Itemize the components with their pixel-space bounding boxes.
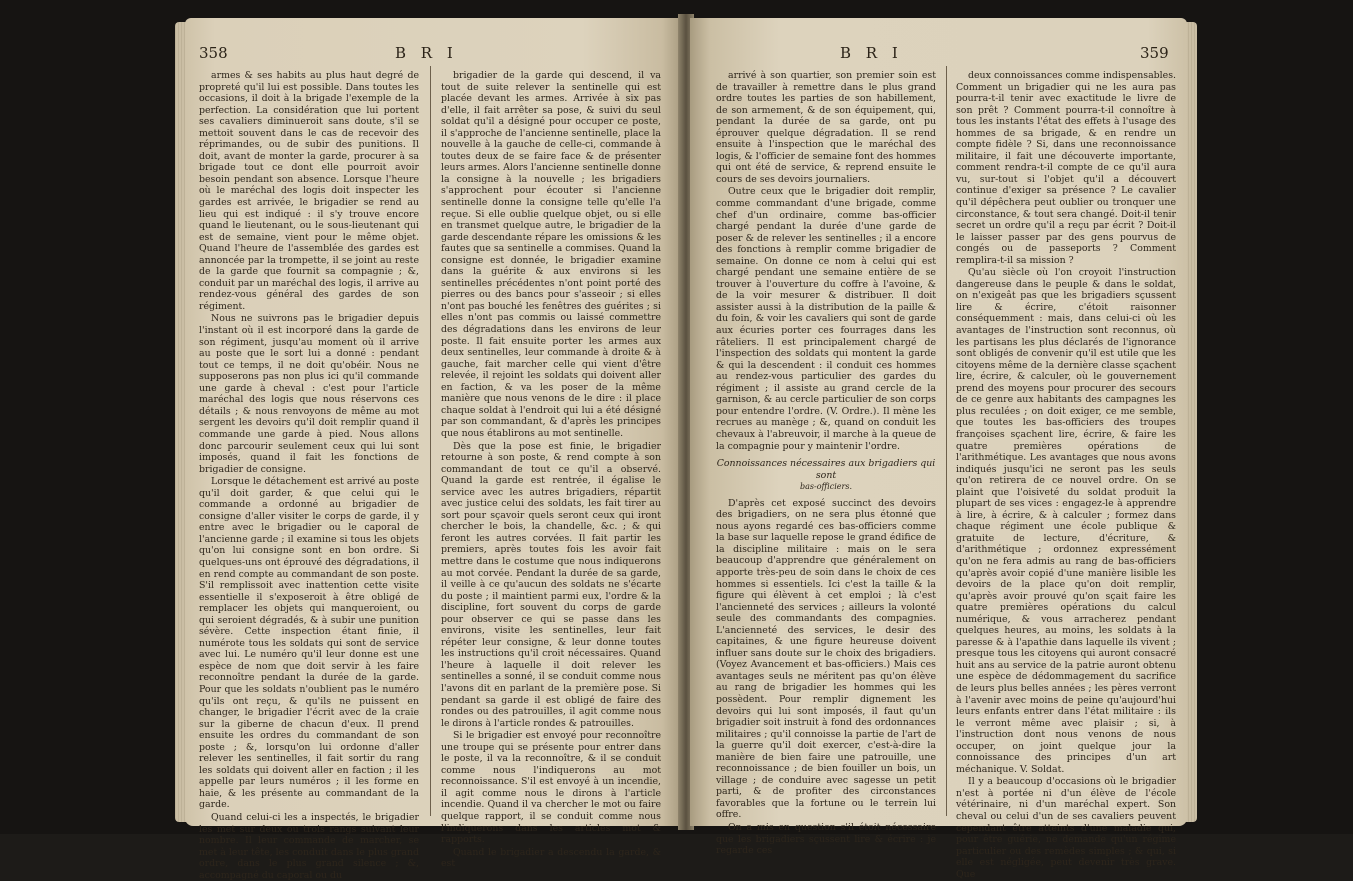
column-rule	[946, 66, 947, 816]
left-column-1	[199, 70, 419, 881]
paragraph: D'après cet exposé succinct des devoirs des brigadiers, on ne sera plus étonné que nous ayons regardé ces bas-officiers comme la base sur laquelle repose le grand édifice de la discipline militaire : mais on le sera beaucoup d'apprendre que généralement on apporte très-peu de soin dans le choix de ces hommes si essentiels. Ici c'est la taille & la figure qui élèvent à cet emploi ; là c'est l'ancienneté des services ; ailleurs la volonté seule des commandants des compagnies. L'ancienneté des services, le desir des capitaines, & une figure heureuse doivent influer sans doute sur le choix des brigadiers. (Voyez Avancement et bas-officiers.) Mais ces avantages seuls ne méritent pas qu'on élève au rang de brigadier les hommes qui les possèdent. Pour remplir dignement les devoirs qui lui sont imposés, il faut qu'un brigadier soit instruit à fond des ordonnances militaires ; qu'il connoisse la partie de l'art de la guerre qu'il doit exercer, c'est-à-dire la manière de bien faire une patrouille, une reconnoissance ; de bien fouiller un bois, un village ; de conduire avec sagesse un petit parti, & de profiter des circonstances favorables que la fortune ou le terrein lui offre.	[716, 497, 936, 821]
left-page-number: 358	[199, 44, 228, 62]
right-page	[690, 18, 1187, 880]
paragraph: arrivé à son quartier, son premier soin est de travailler à remettre dans le plus grand ordre toutes les parties de son habillement, de son armement, & de son équipement, qui, pendant la durée de sa garde, ont pu éprouver quelque dégradation. Il se rend ensuite à l'inspection que le maréchal des logis, & l'officier de semaine font des hommes qui ont été de service, & reprend ensuite le cours de ses devoirs journaliers.	[716, 70, 936, 185]
subheading-small: bas-officiers.	[800, 482, 852, 492]
paragraph: Si le brigadier est envoyé pour reconnoître une troupe qui se présente pour entrer dans le poste, il va la reconnoître, & il se conduit comme nous l'indiquerons au mot reconnoissance. S'il est envoyé à un incendie, il agit comme nous le dirons à l'article incendie. Quand il va chercher le mot ou faire quelque rapport, il se conduit comme nous l'indiquerons dans les articles mot & rapports.	[441, 730, 661, 846]
paragraph: armes & ses habits au plus haut degré de propreté qu'il lui est possible. Dans toutes les occasions, il doit à la brigade l'exemple de la perfection. La considération que lui portent ses cavaliers diminueroit sans doute, s'il se mettoit souvent dans le cas de recevoir des réprimandes, ou de subir des punitions. Il doit, avant de monter la garde, procurer à sa brigade tout ce dont elle pourroit avoir besoin pendant son absence. Lorsque l'heure où le maréchal des logis doit inspecter les gardes est arrivée, le brigadier se rend au lieu qui est indiqué : il s'y trouve encore quand le lieutenant, ou le sous-lieutenant qui est de semaine, vient pour le même objet. Quand l'heure de l'assemblée des gardes est annoncée par la trompette, il se joint au reste de la garde que fournit sa compagnie ; &, conduit par un maréchal des logis, il arrive au rendez-vous général des gardes de son régiment.	[199, 70, 419, 312]
left-page	[185, 18, 682, 881]
subheading-text: Connoissances nécessaires aux brigadiers qui sont	[716, 458, 936, 481]
section-subheading	[716, 458, 936, 493]
left-column-2	[441, 70, 661, 870]
right-running-header: B R I	[840, 44, 903, 62]
paragraph: Qu'au siècle où l'on croyoit l'instruction dangereuse dans le peuple & dans le soldat, on n'exigeât pas que les brigadiers sçussent lire & écrire, c'étoit raisonner conséquemment : mais, dans celui-ci où les avantages de l'instruction sont reconnus, où les partisans les plus déclarés de l'ignorance sont obligés de convenir qu'il est utile que les citoyens même de la dernière classe sçachent lire, écrire, & calculer, où le gouvernement prend des moyens pour procurer des secours de ce genre aux habitants des campagnes les plus reculées ; on doit exiger, ce me semble, que toutes les bas-officiers des troupes françoises sçachent lire, écrire, & faire les quatre premières opérations de l'arithmétique. Les avantages que nous avons indiqués jusqu'ici ne seront pas les seuls qu'on retirera de ce nouvel ordre. On se plaint que l'oisiveté du soldat produit la plupart de ses vices : engagez-le à apprendre à lire, à écrire, & à calculer ; formez dans chaque régiment une école publique & gratuite de lecture, d'écriture, & d'arithmétique ; ordonnez expressément qu'on ne fera admis au rang de bas-officiers qu'après avoir copié d'une manière lisible les devoirs de la place qu'on doit remplir, qu'après avoir prouvé qu'on sçait faire les quatre premières opérations du calcul numérique, & vous arracherez pendant quelques heures, au moins, les soldats à la paresse & à l'apathie dans laquelle ils vivent ; presque tous les citoyens qui auront consacré huit ans au service de la patrie auront obtenu une espèce de dédommagement du sacrifice de leurs plus belles années ; les pères verront à l'avenir avec moins de peine qu'aujourd'hui leurs enfants entrer dans l'état militaire : ils le verront même avec plaisir ; si, à l'instruction dont nous venons de nous occuper, on joint quelque jour la connoissance des principes d'un art méchanique. V. Soldat.	[956, 267, 1176, 775]
right-column-1	[716, 70, 936, 857]
paragraph: Il y a beaucoup d'occasions où le brigadier n'est à portée ni d'un élève de l'école vétérinaire, ni d'un maréchal expert. Son cheval ou celui d'un de ses cavaliers peuvent cependant être atteints d'une maladie qui, pour être guérie, ne demande qu'un régime particulier ou des remèdes simples ; & qui, si elle est négligée, peut devenir très grave. Que	[956, 776, 1176, 880]
paragraph: Dès que la pose est finie, le brigadier retourne à son poste, & rend compte à son commandant de tout ce qu'il a observé. Quand la garde est rentrée, il égalise le service avec les autres brigadiers, répartit avec justice celui des soldats, les fait tirer au sort pour sçavoir quels seront ceux qui iront chercher le bois, la chandelle, &c. ; & qui feront les autres corvées. Il fait partir les premiers, après toutes fois les avoir fait mettre dans le costume que nous indiquerons au mot corvée. Pendant la durée de sa garde, il veille à ce qu'aucun des soldats ne s'écarte du poste ; il maintient parmi eux, l'ordre & la discipline, fort souvent du corps de garde pour observer ce qui se passe dans les environs, visite les sentinelles, leur fait répéter leur consigne, & leur donne toutes les instructions qu'il croit nécessaires. Quand l'heure à laquelle il doit relever les sentinelles a sonné, il se conduit comme nous l'avons dit en parlant de la première pose. Si pendant sa garde il est obligé de faire des rondes ou des patrouilles, il agit comme nous le dirons à l'article rondes & patrouilles.	[441, 440, 661, 729]
right-column-2	[956, 70, 1176, 880]
paragraph: deux connoissances comme indispensables. Comment un brigadier qui ne les aura pas pourra-t-il tenir avec exactitude le livre de son prêt ? Comment pourra-t-il connoître à tous les instants l'état des effets à l'usage des hommes de sa brigade, & en rendre un compte fidèle ? Si, dans une reconnoissance militaire, il fait une découverte importante, comment rendra-t-il compte de ce qu'il aura vu, sur-tout si l'objet qu'il a découvert continue d'exiger sa présence ? Le cavalier qu'il dépêchera peut oublier ou tronquer une circonstance, & tout sera changé. Doit-il tenir secret un ordre qu'il a reçu par écrit ? Doit-il le laisser passer par des gens pourvus de congés ou de passeports ? Comment remplira-t-il sa mission ?	[956, 70, 1176, 266]
paragraph: brigadier de la garde qui descend, il va tout de suite relever la sentinelle qui est placée devant les armes. Arrivée à six pas d'elle, il fait arrêter sa pose, & suivi du seul soldat qu'il a désigné pour occuper ce poste, il s'approche de l'ancienne sentinelle, place la nouvelle à la gauche de celle-ci, commande à toutes deux de se faire face & de présenter leurs armes. Alors l'ancienne sentinelle donne la consigne à la nouvelle ; les brigadiers s'approchent pour écouter si l'ancienne sentinelle donne la consigne telle qu'elle l'a reçue. Si elle oublie quelque objet, ou si elle en transmet quelque autre, le brigadier de la garde descendante répare les omissions & les fautes que sa sentinelle a commises. Quand la consigne est donnée, le brigadier examine dans la guérite & aux environs si les sentinelles précédentes n'ont point porté des pierres ou des bancs pour s'asseoir ; si elles n'ont pas bouché les fenêtres des guérites ; si elles n'ont pas commis ou laissé commettre des dégradations dans les environs de leur poste. Il fait ensuite porter les armes aux deux sentinelles, leur commande à droite & à gauche, fait marcher celle qui vient d'être relevée, il rejoint les soldats qui doivent aller en faction, & va les poser de la même manière que nous venons de le dire : il place chaque soldat à l'endroit qui lui a été désigné par son commandant, & d'après les principes que nous établirons au mot sentinelle.	[441, 70, 661, 439]
paragraph: Quand celui-ci les a inspectés, le brigadier les met sur deux ou trois rangs suivant leur nombre. Il leur commande de marcher, se met à leur tête, les conduit dans le plus grand ordre, dans le plus grand silence ; &, accompagné du caporal ou du	[199, 812, 419, 881]
paragraph: Outre ceux que le brigadier doit remplir, comme commandant d'une brigade, comme chef d'un ordinaire, comme bas-officier chargé pendant la durée d'une garde de poser & de relever les sentinelles ; il a encore des fonctions à remplir comme brigadier de semaine. On donne ce nom à celui qui est chargé pendant une semaine entière de se trouver à l'ouverture du coffre à l'avoine, & de la voir mesurer & distribuer. Il doit assister aussi à la distribution de la paille & du foin, & voir les cavaliers qui sont de garde aux écuries porter ces fourrages dans les râteliers. Il est principalement chargé de l'inspection des soldats qui montent la garde & qui la descendent : il conduit ces hommes au rendez-vous particulier des gardes du régiment ; il assiste au grand cercle de la garnison, & au cercle particulier de son corps pour entendre l'ordre. (V. Ordre.). Il mène les recrues au manège ; &, quand on conduit les chevaux à l'abreuvoir, il marche à la queue de la compagnie pour y maintenir l'ordre.	[716, 186, 936, 452]
column-rule	[430, 66, 431, 816]
paragraph: Quand le brigadier a descendu la garde, & est	[441, 846, 661, 870]
paragraph: On a mis en question s'il étoit nécessaire que les brigadiers sçussent lire & écrire : je regarde ces	[716, 822, 936, 857]
left-running-header: B R I	[395, 44, 458, 62]
paragraph: Lorsque le détachement est arrivé au poste qu'il doit garder, & que celui qui le commande a ordonné au brigadier de consigne d'aller visiter le corps de garde, il y entre avec le brigadier ou le caporal de l'ancienne garde ; il examine si tous les objets qu'on lui consigne sont en bon ordre. Si quelques-uns ont éprouvé des dégradations, il en rend compte au commandant de son poste. S'il remplissoit avec inattention cette visite essentielle il s'exposeroit à être obligé de remplacer les objets qui manqueroient, ou qui seroient dégradés, & à subir une punition sévère. Cette inspection étant finie, il numérote tous les soldats qui sont de service avec lui. Le numéro qu'il leur donne est une espèce de nom que doit servir à les faire reconnoître pendant la durée de la garde. Pour que les soldats n'oublient pas le numéro qu'ils ont reçu, & qu'ils ne puissent en changer, le brigadier l'écrit avec de la craie sur la giberne de chacun d'eux. Il prend ensuite les ordres du commandant de son poste ; &, lorsqu'on lui ordonne d'aller relever les sentinelles, il fait sortir du rang les soldats qui doivent aller en faction ; il les appelle par leurs numéros ; il les forme en haie, & les présente au commandant de la garde.	[199, 476, 419, 811]
paragraph: Nous ne suivrons pas le brigadier depuis l'instant où il est incorporé dans la garde de son régiment, jusqu'au moment où il arrive au poste que le sort lui a donné : pendant tout ce temps, il ne doit qu'obéir. Nous ne supposerons pas non plus ici qu'il commande une garde à cheval : c'est pour l'article maréchal des logis que nous réservons ces détails ; & nous renvoyons de même au mot sergent les devoirs qu'il doit remplir quand il commande une garde à pied. Nous allons donc parcourir seulement ceux qui lui sont imposés, quand il fait les fonctions de brigadier de consigne.	[199, 313, 419, 475]
right-page-number: 359	[1140, 44, 1169, 62]
